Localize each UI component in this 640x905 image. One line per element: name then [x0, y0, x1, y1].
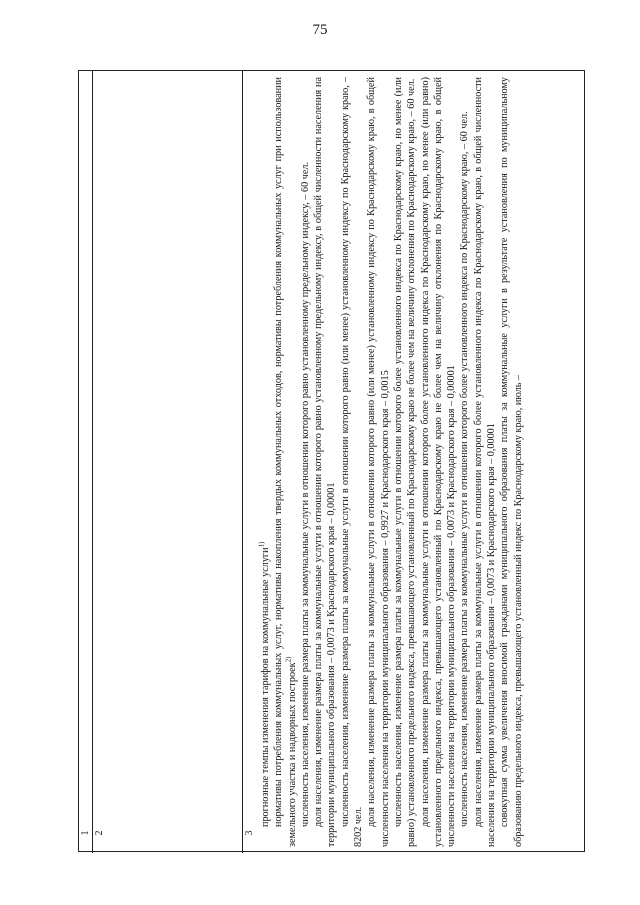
paragraph-text: прогнозные темпы изменения тарифов на коммунальные услуги	[260, 547, 271, 827]
table-paragraph	[365, 77, 392, 847]
table-paragraph	[339, 77, 366, 847]
table-paragraph	[392, 77, 419, 847]
column-number-3: 3	[244, 830, 255, 836]
table-paragraph	[312, 77, 339, 847]
table-paragraph	[272, 77, 299, 847]
table-paragraph	[299, 77, 312, 847]
paragraph-text: численность населения, изменение размера платы за коммунальные услуги в отношении которого равно (или менее) установленному индексу по Краснодарскому краю, – 8202 чел.	[339, 77, 365, 847]
column-3-content	[243, 71, 525, 853]
column-3-cell	[243, 71, 586, 853]
paragraph-text: совокупная сумма увеличения вносимой гражданами муниципального образования платы за коммунальные услуги в результате установления по муниципальному образованию предельного индекса, превышающего установленный индекс по Краснодарскому краю, июль –	[499, 77, 524, 847]
footnote-marker: 2)	[284, 656, 293, 663]
footnote-marker: 1)	[257, 541, 266, 548]
paragraph-text: доля населения, изменение размера платы за коммунальные услуги в отношении которого равно установленному предельному индексу, в общей численности населения на территории муниципального образования – 0,0073 и Краснодарского края – 0,00001	[313, 77, 338, 847]
table-paragraph	[498, 77, 525, 847]
paragraph-text: численность населения, изменение размера платы за коммунальные услуги в отношении которого более установленного индекса по Краснодарскому краю, но менее (или равно) установленного предельного индекса, превышающего установленный по Краснодарскому краю не более чем на величину отклонения по Краснодарскому краю, – 60 чел.	[392, 77, 418, 847]
paragraph-text: доля населения, изменение размера платы за коммунальные услуги в отношении которого более установленного индекса по Краснодарскому краю, но менее (или равно) установленного предельного индекса, превышающего установленный по Краснодарскому краю не более чем на величину отклонения по Краснодарскому краю, в общей численности населения на территории муниципального образования – 0,0073 и Краснодарского края – 0,00001	[419, 77, 458, 847]
column-number-1: 1	[80, 830, 91, 836]
table-paragraph	[458, 77, 471, 847]
data-table	[78, 70, 585, 852]
paragraph-text: доля населения, изменение размера платы за коммунальные услуги в отношении которого равно (или менее) установленному индексу по Краснодарскому краю, в общей численности населения на территории муниципального образования – 0,9927 и Краснодарского края – 0,0015	[366, 77, 391, 847]
table-paragraph	[472, 77, 499, 847]
paragraph-text: доля населения, изменение размера платы за коммунальные услуги в отношении которого более установленного индекса по Краснодарскому краю, в общей численности населения на территории муниципального образования – 0,0073 и Краснодарского края – 0,00001	[472, 77, 498, 847]
column-number-2: 2	[94, 830, 105, 836]
paragraph-text: численность населения, изменение размера платы за коммунальные услуги в отношении которого равно установленному предельному индексу, – 60 чел.	[299, 161, 311, 827]
paragraph-text: нормативы потребления коммунальных услуг, нормативы накопления твердых коммунальных отходов, нормативы потребления коммунальных услуг при использовании земельного участка и надворных построек	[273, 77, 298, 847]
rotated-table-body	[79, 71, 586, 853]
page-number: 75	[312, 22, 328, 38]
table-paragraph	[419, 77, 459, 847]
column-2-cell	[93, 71, 243, 853]
table-paragraph	[259, 77, 272, 847]
paragraph-text: численность населения, изменение размера платы за коммунальные услуги в отношении которого более установленного индекса по Краснодарскому краю, – 60 чел.	[459, 111, 471, 827]
column-1-cell	[79, 71, 93, 853]
